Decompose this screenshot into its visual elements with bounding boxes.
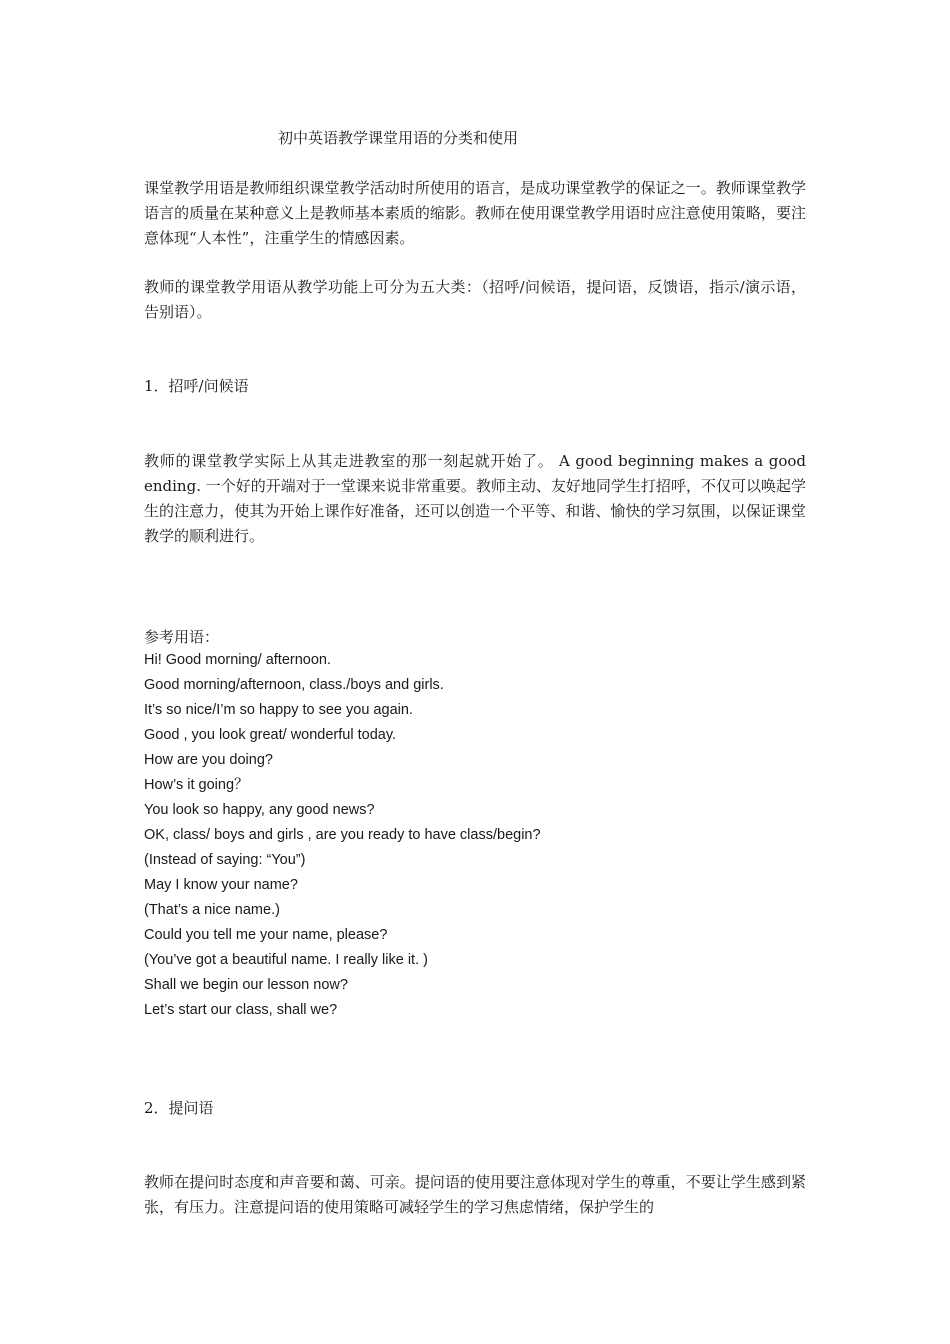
reference-phrase: (Instead of saying: “You”) <box>144 852 306 868</box>
reference-phrase: Good morning/afternoon, class./boys and girls. <box>144 677 444 693</box>
reference-phrase: You look so happy, any good news? <box>144 802 375 818</box>
reference-phrase: Shall we begin our lesson now? <box>144 977 348 993</box>
reference-phrase: How’s it going？ <box>144 777 249 793</box>
reference-phrase: Could you tell me your name, please? <box>144 927 388 943</box>
section-1-paragraph: 教师的课堂教学实际上从其走进教室的那一刻起就开始了。 A good beginning makes a good ending. 一个好的开端对于一堂课来说非常重要。教师主动、友好地同学生打招呼，不仅可以唤起学生的注意力，使其为开始上课作好准备，还可以创造一个平等、和谐、愉快的学习氛围，以保证课堂教学的顺利进行。 <box>144 452 806 545</box>
reference-phrase: Let’s start our class, shall we? <box>144 1002 338 1018</box>
document-title: 初中英语教学课堂用语的分类和使用 <box>278 129 519 147</box>
section-1-heading: 1．招呼/问候语 <box>144 377 249 395</box>
reference-phrase: How are you doing? <box>144 752 273 768</box>
intro-paragraph-2: 教师的课堂教学用语从教学功能上可分为五大类：（招呼/问候语，提问语，反馈语，指示/演示语，告别语）。 <box>144 278 806 321</box>
reference-label: 参考用语： <box>144 628 220 646</box>
reference-phrase: It’s so nice/I’m so happy to see you again. <box>144 702 413 718</box>
intro-paragraph-1: 课堂教学用语是教师组织课堂教学活动时所使用的语言，是成功课堂教学的保证之一。教师课堂教学语言的质量在某种意义上是教师基本素质的缩影。教师在使用课堂教学用语时应注意使用策略，要注意体现“人本性”，注重学生的情感因素。 <box>144 179 806 247</box>
reference-phrase: (You’ve got a beautiful name. I really like it. ) <box>144 952 428 968</box>
reference-phrase: Good , you look great/ wonderful today. <box>144 727 397 743</box>
reference-phrase: OK, class/ boys and girls , are you ready to have class/begin? <box>144 827 541 843</box>
section-2-heading: 2．提问语 <box>144 1099 214 1117</box>
reference-phrase: May I know your name? <box>144 877 298 893</box>
reference-phrase: (That’s a nice name.) <box>144 902 280 918</box>
reference-phrase: Hi! Good morning/ afternoon. <box>144 652 331 668</box>
reference-phrase-list <box>144 650 541 1025</box>
section-2-paragraph: 教师在提问时态度和声音要和蔼、可亲。提问语的使用要注意体现对学生的尊重，不要让学生感到紧张，有压力。注意提问语的使用策略可减轻学生的学习焦虑情绪，保护学生的 <box>144 1173 806 1216</box>
